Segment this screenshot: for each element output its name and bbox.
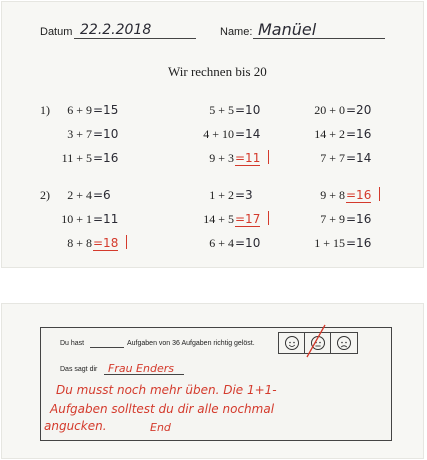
answer-corrected: =11 bbox=[235, 151, 261, 165]
happy-face-icon bbox=[285, 336, 299, 350]
equation bbox=[32, 212, 118, 227]
teacher-name: Frau Enders bbox=[108, 362, 174, 375]
answer-handwritten: =16 bbox=[93, 151, 119, 165]
equation-terms: 3 + 7 bbox=[67, 127, 92, 141]
answer-handwritten: =6 bbox=[93, 188, 111, 202]
datum-underline bbox=[74, 38, 196, 39]
sad-face-icon bbox=[337, 336, 351, 350]
teacher-underline bbox=[104, 374, 184, 375]
name-underline bbox=[253, 38, 385, 39]
answer-handwritten: =15 bbox=[93, 103, 119, 117]
score-blank bbox=[90, 347, 124, 348]
datum-value: 22.2.2018 bbox=[80, 22, 152, 38]
equation-terms: 10 + 1 bbox=[61, 212, 92, 226]
answer-handwritten: =16 bbox=[346, 236, 372, 250]
answer-handwritten: =3 bbox=[235, 188, 253, 202]
equation-terms: 1 + 15 bbox=[314, 236, 345, 250]
correction-tick-mark bbox=[126, 235, 127, 249]
du-hast-label: Du hast bbox=[60, 340, 85, 347]
equation bbox=[32, 151, 118, 166]
equation bbox=[32, 103, 118, 118]
answer-corrected: =18 bbox=[93, 236, 119, 250]
correction-tick-mark bbox=[379, 187, 380, 201]
equation-terms: 9 + 3 bbox=[209, 151, 234, 165]
equation-terms: 14 + 2 bbox=[314, 127, 345, 141]
worksheet-title: Wir rechnen bis 20 bbox=[168, 64, 267, 79]
answer-handwritten: =16 bbox=[346, 127, 372, 141]
answer-handwritten: =11 bbox=[93, 212, 119, 226]
equation bbox=[285, 103, 371, 118]
equation bbox=[285, 188, 371, 203]
equation-terms: 1 + 2 bbox=[209, 188, 234, 202]
answer-handwritten: =10 bbox=[93, 127, 119, 141]
rating-faces bbox=[278, 332, 358, 354]
equation-terms: 8 + 8 bbox=[67, 236, 92, 250]
equation-terms: 14 + 5 bbox=[203, 212, 234, 226]
equation bbox=[174, 212, 260, 227]
equation-terms: 11 + 5 bbox=[61, 151, 92, 165]
equation-terms: 6 + 4 bbox=[209, 236, 234, 250]
equation bbox=[32, 188, 111, 203]
answer-handwritten: =16 bbox=[346, 212, 372, 226]
correction-tick-mark bbox=[268, 211, 269, 225]
equation bbox=[174, 127, 260, 142]
das-sagt-dir-label: Das sagt dir bbox=[60, 366, 98, 373]
equation-terms: 7 + 9 bbox=[320, 212, 345, 226]
answer-handwritten: =20 bbox=[346, 103, 372, 117]
equation-terms: 9 + 8 bbox=[320, 188, 345, 202]
answer-handwritten: =10 bbox=[235, 236, 261, 250]
section-label: 1) bbox=[40, 103, 50, 117]
equation bbox=[285, 151, 371, 166]
equation-terms: 5 + 5 bbox=[209, 103, 234, 117]
equation bbox=[174, 151, 260, 166]
equation bbox=[285, 236, 371, 251]
answer-handwritten: =14 bbox=[235, 127, 261, 141]
equation-terms: 4 + 10 bbox=[203, 127, 234, 141]
answer-corrected: =17 bbox=[235, 212, 261, 226]
correction-tick-mark bbox=[268, 150, 269, 164]
aufgaben-text: Aufgaben von 36 Aufgaben richtig gelöst. bbox=[127, 340, 255, 347]
comment-line-3: angucken. bbox=[44, 419, 107, 433]
answer-handwritten: =10 bbox=[235, 103, 261, 117]
equation bbox=[174, 188, 253, 203]
comment-line-2: Aufgaben solltest du dir alle nochmal bbox=[50, 402, 275, 416]
equation-terms: 20 + 0 bbox=[314, 103, 345, 117]
equation bbox=[174, 103, 260, 118]
datum-label: Datum bbox=[40, 26, 73, 38]
equation bbox=[285, 127, 371, 142]
equation-terms: 7 + 7 bbox=[320, 151, 345, 165]
equation bbox=[285, 212, 371, 227]
equation bbox=[174, 236, 260, 251]
equation bbox=[32, 236, 118, 251]
teacher-signature: End bbox=[150, 421, 171, 434]
answer-handwritten: =14 bbox=[346, 151, 372, 165]
equation-terms: 2 + 4 bbox=[67, 188, 92, 202]
answer-corrected: =16 bbox=[346, 188, 372, 202]
comment-line-1: Du musst noch mehr üben. Die 1+1- bbox=[56, 383, 277, 397]
name-value: Manüel bbox=[258, 20, 317, 39]
cross-mark-icon bbox=[301, 323, 331, 359]
name-label: Name: bbox=[220, 26, 253, 38]
section-label: 2) bbox=[40, 188, 50, 202]
equation bbox=[32, 127, 118, 142]
equation-terms: 6 + 9 bbox=[67, 103, 92, 117]
